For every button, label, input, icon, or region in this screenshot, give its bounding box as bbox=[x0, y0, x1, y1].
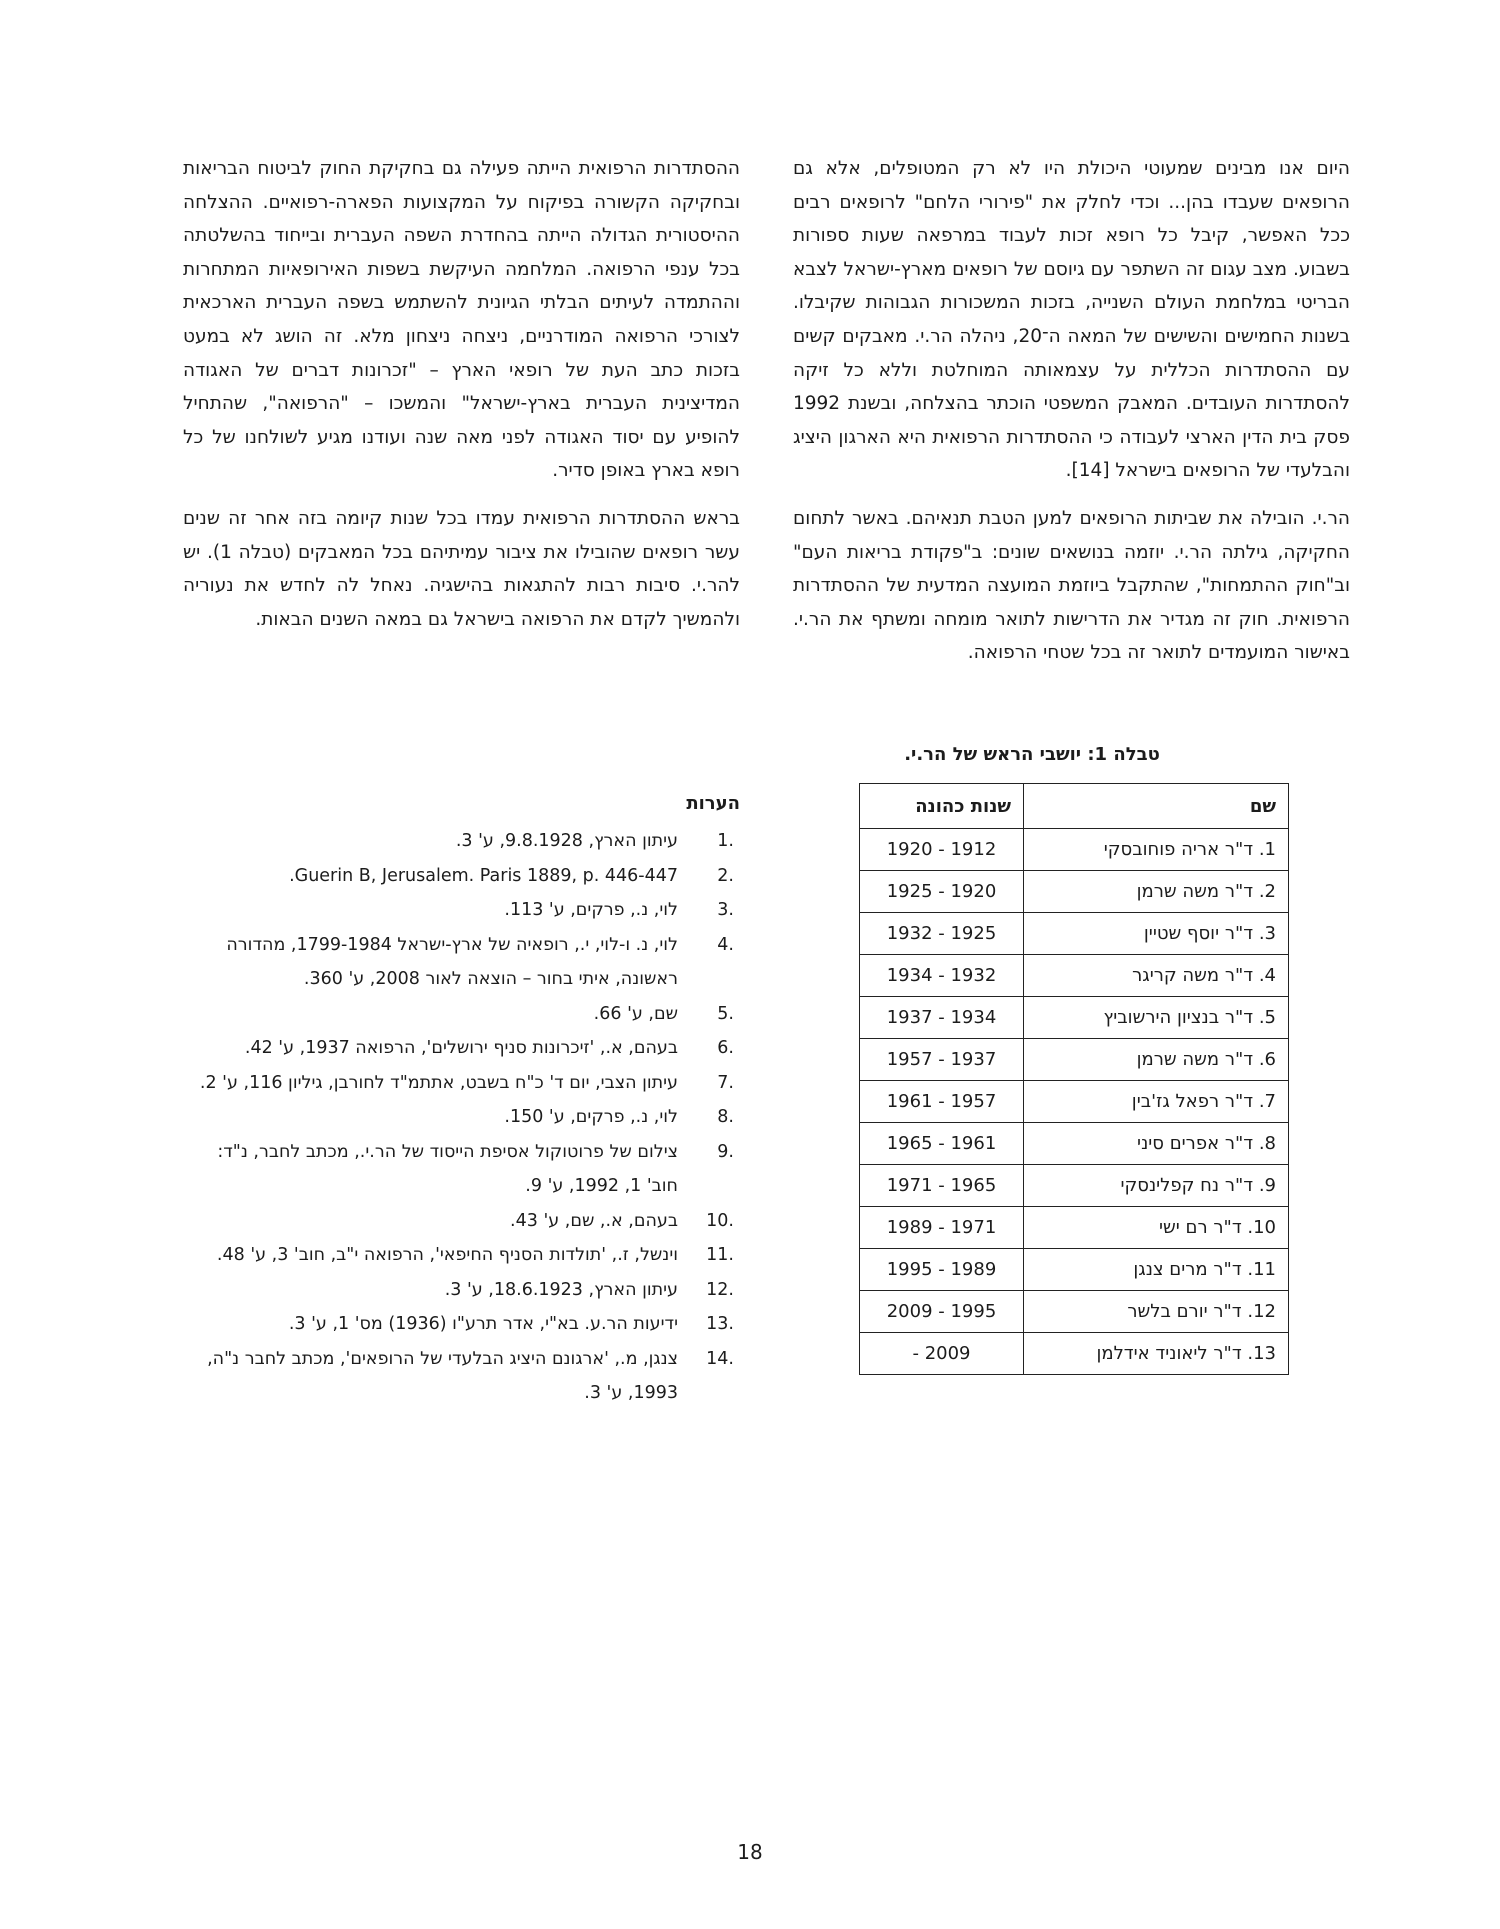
note-text: עיתון הארץ, 18.6.1923, ע' 3. bbox=[444, 1279, 678, 1300]
body-paragraph: בראש ההסתדרות הרפואית עמדו בכל שנות קיומה בזה אחר זה שנים עשר רופאים שהובילו את ציבור עמיתיהם בכל המאבקים (טבלה 1). יש להר.י. סיבות רבות להתגאות בהישגיה. נאחל לה לחדש את נעוריה ולהמשיך לקדם את הרפואה בישראל גם במאה השנים הבאות. bbox=[183, 507, 740, 630]
note-item bbox=[183, 1307, 740, 1342]
note-item bbox=[183, 1031, 740, 1066]
note-number: 10. bbox=[706, 1210, 734, 1231]
table-row bbox=[860, 1123, 1289, 1165]
note-text: עיתון הצבי, יום ד' כ"ח בשבט, אתתמ"ד לחורבן, גיליון 116, ע' 2. bbox=[199, 1072, 678, 1093]
left-text-column bbox=[183, 152, 740, 650]
note-text: ידיעות הר.ע. בא"י, אדר תרע"ו (1936) מס' 1, ע' 3. bbox=[288, 1314, 678, 1334]
chair-name: 13. ד"ר ליאוניד אידלמן bbox=[1024, 1333, 1289, 1375]
note-item bbox=[183, 997, 740, 1032]
chair-name: 9. ד"ר נח קפלינסקי bbox=[1024, 1165, 1289, 1207]
table-caption: טבלה 1: יושבי הראש של הר.י. bbox=[904, 744, 1160, 765]
chair-name: 2. ד"ר משה שרמן bbox=[1024, 871, 1289, 913]
table-row bbox=[860, 955, 1289, 997]
note-text: וינשל, ז., 'תולדות הסניף החיפאי', הרפואה י"ב, חוב' 3, ע' 48. bbox=[216, 1245, 678, 1265]
chair-years: 1965 - 1961 bbox=[860, 1123, 1024, 1165]
table-row bbox=[860, 1207, 1289, 1249]
note-number: 5. bbox=[717, 1003, 734, 1024]
table-row bbox=[860, 1081, 1289, 1123]
chair-name: 10. ד"ר רם ישי bbox=[1024, 1207, 1289, 1249]
chair-name: 8. ד"ר אפרים סיני bbox=[1024, 1123, 1289, 1165]
table-row bbox=[860, 1039, 1289, 1081]
chair-name: 6. ד"ר משה שרמן bbox=[1024, 1039, 1289, 1081]
table-row bbox=[860, 997, 1289, 1039]
chair-years: 1925 - 1920 bbox=[860, 871, 1024, 913]
note-number: 13. bbox=[706, 1314, 734, 1334]
note-text: צילום של פרוטוקול אסיפת הייסוד של הר.י., מכתב לחבר, נ"ד: חוב' 1, 1992, ע' 9. bbox=[217, 1141, 678, 1196]
chair-years: 1971 - 1965 bbox=[860, 1165, 1024, 1207]
note-text: בעהם, א., 'זיכרונות סניף ירושלים', הרפואה 1937, ע' 42. bbox=[244, 1038, 678, 1058]
note-item bbox=[183, 928, 740, 997]
notes-list bbox=[183, 824, 740, 1411]
chair-years: 1961 - 1957 bbox=[860, 1081, 1024, 1123]
chair-years: 1932 - 1925 bbox=[860, 913, 1024, 955]
chair-years: - 2009 bbox=[860, 1333, 1024, 1375]
table-row bbox=[860, 1249, 1289, 1291]
note-item bbox=[183, 1238, 740, 1273]
note-number: 9. bbox=[717, 1141, 734, 1162]
note-item bbox=[183, 1100, 740, 1135]
header-years: שנות כהונה bbox=[860, 784, 1024, 829]
chair-years: 1995 - 1989 bbox=[860, 1249, 1024, 1291]
chair-years: 1920 - 1912 bbox=[860, 829, 1024, 871]
note-item bbox=[183, 1342, 740, 1411]
note-item bbox=[183, 859, 740, 894]
note-text: צנגן, מ., 'ארגונם היציג הבלעדי של הרופאים', מכתב לחבר נ"ה, 1993, ע' 3. bbox=[207, 1348, 678, 1403]
chair-name: 1. ד"ר אריה פוחובסקי bbox=[1024, 829, 1289, 871]
chair-years: 1989 - 1971 bbox=[860, 1207, 1024, 1249]
note-text: שם, ע' 66. bbox=[593, 1003, 678, 1024]
chair-name: 5. ד"ר בנציון הירשוביץ bbox=[1024, 997, 1289, 1039]
chair-years: 1937 - 1934 bbox=[860, 997, 1024, 1039]
body-paragraph: הר.י. הובילה את שביתות הרופאים למען הטבת תנאיהם. באשר לתחום החקיקה, גילתה הר.י. יוזמה בנושאים שונים: ב"פקודת בריאות העם" וב"חוק ההתמחות", שהתקבל ביוזמת המועצה המדעית של ההסתדרות הרפואית. חוק זה מגדיר את הדרישות לתואר מומחה ומשתף את הר.י. באישור המועמדים לתואר זה בכל שטחי הרפואה. bbox=[793, 507, 1350, 664]
note-number: 2. bbox=[717, 865, 734, 886]
note-number: 4. bbox=[717, 934, 734, 955]
table-row bbox=[860, 871, 1289, 913]
notes-heading: הערות bbox=[686, 793, 740, 814]
table-row bbox=[860, 1165, 1289, 1207]
chairpersons-table bbox=[859, 783, 1289, 1375]
chair-years: 1934 - 1932 bbox=[860, 955, 1024, 997]
note-item bbox=[183, 1066, 740, 1101]
table-row bbox=[860, 829, 1289, 871]
note-item bbox=[183, 1273, 740, 1308]
header-name: שם bbox=[1024, 784, 1289, 829]
note-text: לוי, נ., פרקים, ע' 150. bbox=[504, 1107, 678, 1127]
table-header-row bbox=[860, 784, 1289, 829]
note-item bbox=[183, 824, 740, 859]
note-number: 11. bbox=[706, 1245, 734, 1265]
table-row bbox=[860, 913, 1289, 955]
note-text: לוי, נ., פרקים, ע' 113. bbox=[504, 900, 678, 920]
table-row bbox=[860, 1291, 1289, 1333]
note-number: 12. bbox=[706, 1279, 734, 1300]
chair-name: 12. ד"ר יורם בלשר bbox=[1024, 1291, 1289, 1333]
page-number: 18 bbox=[737, 1840, 763, 1864]
right-text-column bbox=[793, 152, 1350, 684]
chair-name: 11. ד"ר מרים צנגן bbox=[1024, 1249, 1289, 1291]
note-item bbox=[183, 1204, 740, 1239]
chair-name: 7. ד"ר רפאל גז'בין bbox=[1024, 1081, 1289, 1123]
chair-name: 4. ד"ר משה קריגר bbox=[1024, 955, 1289, 997]
note-number: 7. bbox=[717, 1072, 734, 1093]
chair-name: 3. ד"ר יוסף שטיין bbox=[1024, 913, 1289, 955]
note-text: בעהם, א., שם, ע' 43. bbox=[510, 1210, 678, 1231]
chair-years: 1957 - 1937 bbox=[860, 1039, 1024, 1081]
note-item bbox=[183, 893, 740, 928]
note-number: 3. bbox=[717, 900, 734, 920]
note-number: 1. bbox=[717, 831, 734, 851]
body-paragraph: היום אנו מבינים שמעוטי היכולת היו לא רק המטופלים, אלא גם הרופאים שעבדו בהן... וכדי לחלק את "פירורי הלחם" לרופאים רבים ככל האפשר, קיבל כל רופא זכות לעבוד במרפאה שעות ספורות בשבוע. מצב עגום זה השתפר עם גיוסם של רופאים מארץ-ישראל לצבא הבריטי במלחמת העולם השנייה, בזכות המשכורות הגבוהות שקיבלו. בשנות החמישים והשישים של המאה ה־20, ניהלה הר.י. מאבקים קשים עם ההסתדרות הכללית על עצמאותה המוחלטת וללא כל זיקה להסתדרות העובדים. המאבק המשפטי הוכתר בהצלחה, ובשנת 1992 פסק בית הדין הארצי לעבודה כי ההסתדרות הרפואית היא הארגון היציג והבלעדי של הרופאים בישראל [14]. bbox=[793, 158, 1351, 482]
table-row bbox=[860, 1333, 1289, 1375]
note-text: Guerin B, Jerusalem. Paris 1889, p. 446-447. bbox=[289, 865, 678, 886]
note-text: לוי, נ. ו-לוי, י., רופאיה של ארץ-ישראל 1799-1984, מהדורה ראשונה, איתי בחור – הוצאה לאור 2008, ע' 360. bbox=[226, 934, 678, 989]
note-number: 14. bbox=[706, 1348, 734, 1369]
note-item bbox=[183, 1135, 740, 1204]
note-number: 6. bbox=[717, 1038, 734, 1058]
note-number: 8. bbox=[717, 1107, 734, 1127]
body-paragraph: ההסתדרות הרפואית הייתה פעילה גם בחקיקת החוק לביטוח הבריאות ובחקיקה הקשורה בפיקוח על המקצועות הפארה-רפואיים. ההצלחה ההיסטורית הגדולה הייתה בהחדרת השפה העברית ובייחוד בהשלטתה בכל ענפי הרפואה. המלחמה העיקשת בשפות האירופאיות המתחרות וההתמדה לעיתים הבלתי הגיונית להשתמש בשפה העברית הארכאית לצורכי הרפואה המודרניים, ניצחה ניצחון מלא. זה הושג לא במעט בזכות כתב העת של רופאי הארץ – "זכרונות דברים של האגודה המדיצינית העברית בארץ-ישראל" והמשכו – "הרפואה", שהתחיל להופיע עם יסוד האגודה לפני מאה שנה ועודנו מגיע לשולחנו של כל רופא בארץ באופן סדיר. bbox=[183, 158, 740, 482]
note-text: עיתון הארץ, 9.8.1928, ע' 3. bbox=[455, 831, 678, 851]
chair-years: 2009 - 1995 bbox=[860, 1291, 1024, 1333]
